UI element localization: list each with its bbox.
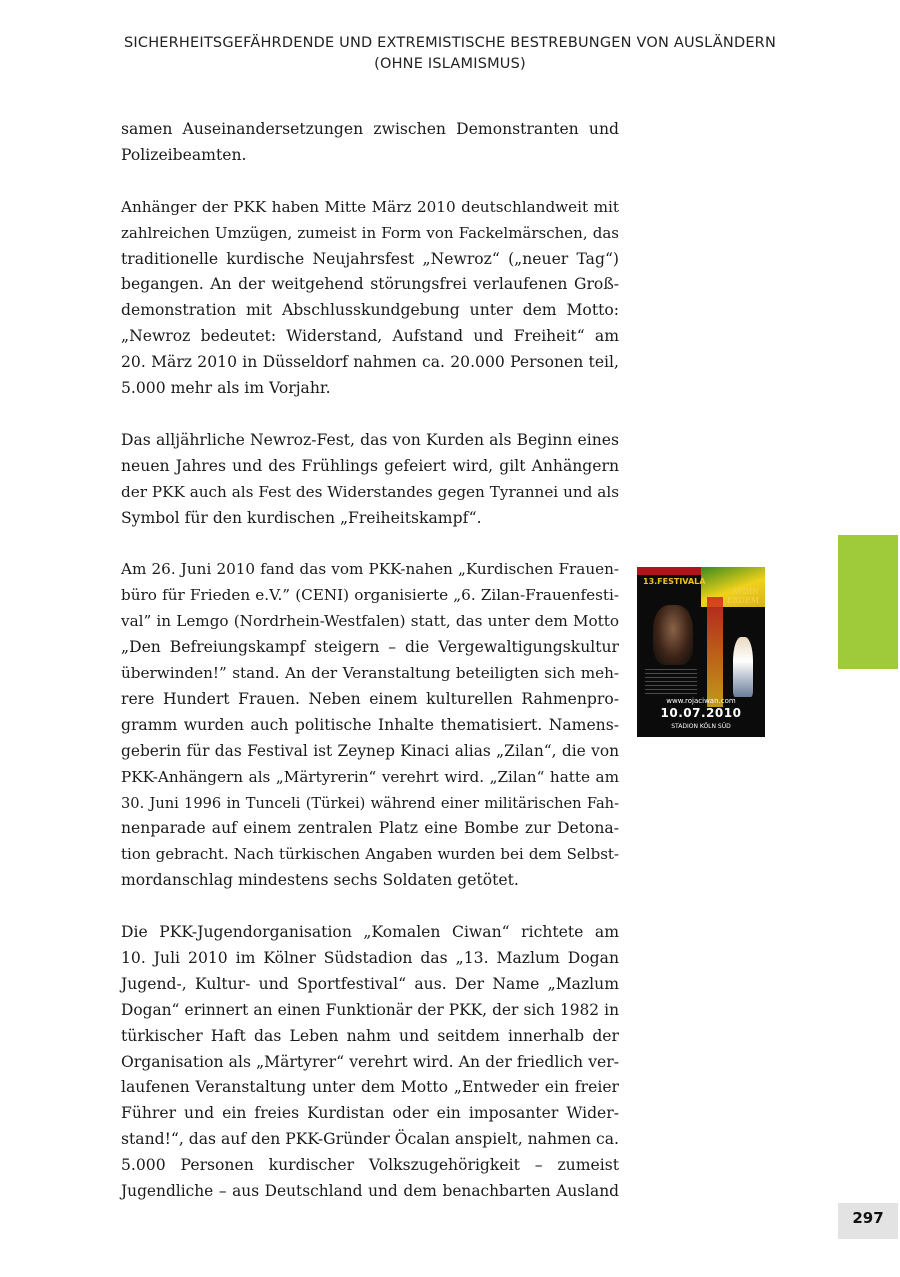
text-line: PKK-Anhängern als „Märtyrerin“ verehrt wird. „Zilan“ hatte am: [121, 767, 619, 786]
festival-flyer-image: [637, 567, 765, 737]
text-line: 10. Juli 2010 im Kölner Südstadion das „13. Mazlum Dogan: [121, 948, 619, 967]
text-line: gramm wurden auch politische Inhalte thematisiert. Namens-: [121, 715, 619, 734]
flyer-artist-name-line-2: ERDEM: [726, 596, 759, 605]
text-line: Führer und ein freies Kurdistan oder ein imposanter Wider-: [121, 1104, 619, 1123]
paragraph: [121, 428, 619, 532]
text-line: Am 26. Juni 2010 fand das vom PKK-nahen „Kurdischen Frauen-: [121, 560, 619, 579]
text-line: zahlreichen Umzügen, zumeist in Form von Fackelmärschen, das: [121, 223, 619, 242]
running-header: [100, 33, 800, 75]
text-line: samen Auseinandersetzungen zwischen Demonstranten und: [121, 120, 619, 138]
flyer-title: 13.FESTIVALA: [643, 577, 706, 586]
text-line: demonstration mit Abschlusskundgebung unter dem Motto:: [121, 301, 619, 320]
text-line: Jugendliche – aus Deutschland und dem benachbarten Ausland: [121, 1182, 619, 1201]
text-line: laufenen Veranstaltung unter dem Motto „Entweder ein freier: [121, 1078, 619, 1097]
text-line: Symbol für den kurdischen „Freiheitskampf“.: [121, 508, 482, 527]
text-line: „Newroz bedeutet: Widerstand, Aufstand und Freiheit“ am: [121, 327, 619, 346]
flyer-artist-name-line-1: AYDIN: [731, 587, 759, 596]
flyer-singer-figure: [733, 637, 753, 697]
flyer-vertical-banner: [707, 597, 723, 707]
flyer-artist-name: [727, 587, 759, 605]
flyer-program-text: [645, 669, 697, 695]
text-line: stand!“, das auf den PKK-Gründer Öcalan anspielt, nahmen ca.: [121, 1130, 619, 1149]
flyer-portrait: [653, 605, 693, 665]
text-line: 5.000 mehr als im Vorjahr.: [121, 379, 331, 398]
text-line: traditionelle kurdische Neujahrsfest „Newroz“ („neuer Tag“): [121, 249, 619, 268]
text-line: Anhänger der PKK haben Mitte März 2010 deutschlandweit mit: [121, 197, 619, 216]
text-line: rere Hundert Frauen. Neben einem kulturellen Rahmenpro-: [121, 689, 619, 708]
text-line: büro für Frieden e.V.” (CENI) organisierte „6. Zilan-Frauenfesti-: [121, 586, 619, 605]
paragraph: [121, 117, 619, 169]
text-line: tion gebracht. Nach türkischen Angaben wurden bei dem Selbst-: [121, 845, 619, 864]
text-line: val” in Lemgo (Nordrhein-Westfalen) statt, das unter dem Motto: [121, 612, 619, 631]
flyer-venue: STADION KÖLN SÜD: [671, 723, 731, 730]
text-line: überwinden!” stand. An der Veranstaltung beteiligten sich meh-: [121, 663, 619, 682]
text-line: 20. März 2010 in Düsseldorf nahmen ca. 20.000 Personen teil,: [121, 353, 619, 372]
text-line: Jugend-, Kultur- und Sportfestival“ aus. Der Name „Mazlum: [121, 974, 619, 993]
text-line: Das alljährliche Newroz-Fest, das von Kurden als Beginn eines: [121, 430, 619, 449]
running-header-line-2: (OHNE ISLAMISMUS): [374, 56, 526, 72]
text-line: neuen Jahres und des Frühlings gefeiert wird, gilt Anhängern: [121, 456, 619, 475]
paragraph: [121, 920, 619, 1205]
paragraph: [121, 557, 619, 894]
text-line: Organisation als „Märtyrer“ verehrt wird. An der friedlich ver-: [121, 1052, 619, 1071]
page-number: 297: [838, 1203, 898, 1239]
text-line: Die PKK-Jugendorganisation „Komalen Ciwan“ richtete am: [121, 923, 619, 942]
text-line: türkischer Haft das Leben nahm und seitdem innerhalb der: [121, 1026, 619, 1045]
text-line: mordanschlag mindestens sechs Soldaten getötet.: [121, 871, 519, 890]
text-line: „Den Befreiungskampf steigern – die Vergewaltigungskultur: [121, 638, 619, 657]
text-line: begangen. An der weitgehend störungsfrei verlaufenen Groß-: [121, 275, 619, 294]
running-header-line-1: SICHERHEITSGEFÄHRDENDE UND EXTREMISTISCHE BESTREBUNGEN VON AUSLÄNDERN: [123, 35, 777, 51]
paragraph: [121, 195, 619, 402]
text-line: geberin für das Festival ist Zeynep Kinaci alias „Zilan“, die von: [121, 741, 619, 760]
text-line: nenparade auf einem zentralen Platz eine Bombe zur Detona-: [121, 819, 619, 838]
text-line: Dogan“ erinnert an einen Funktionär der PKK, der sich 1982 in: [121, 1000, 619, 1019]
text-line: 30. Juni 1996 in Tunceli (Türkei) während einer militärischen Fah-: [121, 794, 619, 812]
text-line: der PKK auch als Fest des Widerstandes gegen Tyrannei und als: [121, 482, 619, 501]
text-line: Polizeibeamten.: [121, 145, 247, 164]
text-line: 5.000 Personen kurdischer Volkszugehörigkeit – zumeist: [121, 1156, 619, 1175]
flyer-url: www.rojaciwan.com: [666, 697, 736, 705]
body-text: [121, 117, 619, 1231]
chapter-tab-marker: [838, 535, 898, 669]
flyer-date: 10.07.2010: [660, 706, 742, 720]
